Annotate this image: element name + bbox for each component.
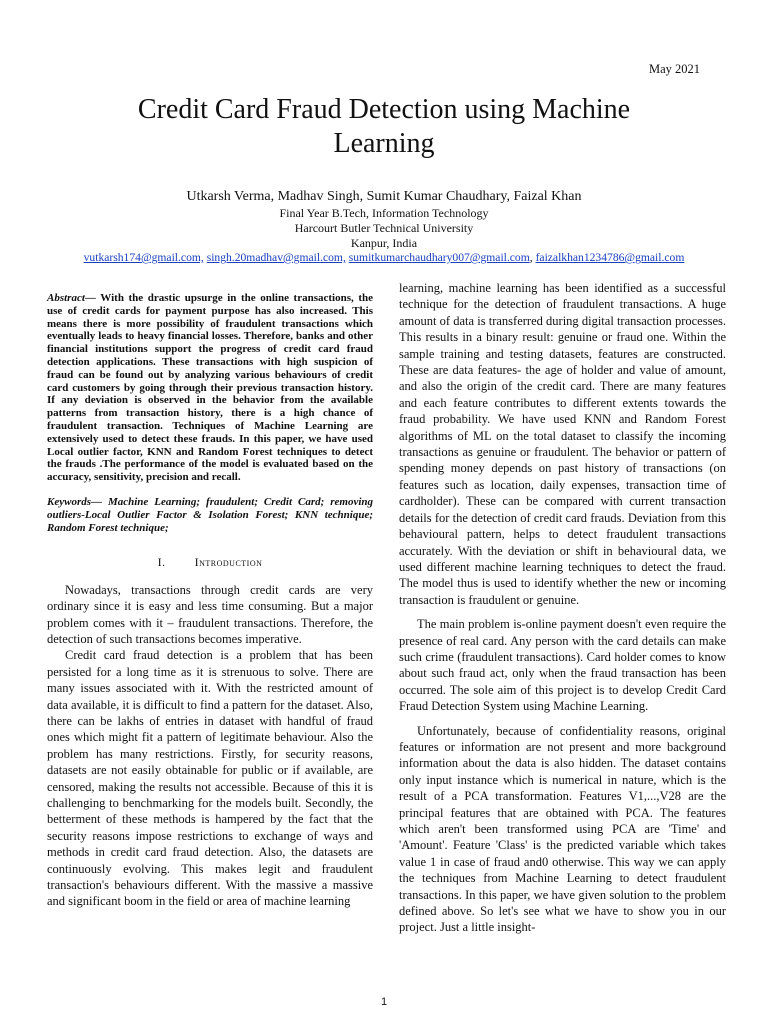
abstract-label: Abstract— — [47, 292, 96, 304]
author-list: Utkarsh Verma, Madhav Singh, Sumit Kumar Chaudhary, Faizal Khan — [186, 189, 582, 204]
email-link-1[interactable]: vutkarsh174@gmail.com, — [83, 251, 204, 264]
paper-title: Credit Card Fraud Detection using Machine Learning — [137, 94, 631, 159]
section-title: Introduction — [194, 555, 263, 570]
abstract-text: With the drastic upsurge in the online transactions, the use of credit cards for payment purpose has also increased. This means there is more possibility of fraudulent transactions which eventually leads to heavy financial losses. Therefore, banks and other financial institutions support the progress of credit card fraud detection applications. These transactions with high suspicion of fraud can be found out by analyzing various behaviours of credit card customers by going through their previous transaction history. If any deviation is observed in the behavior from the available patterns from transaction history, there is a high chance of fraudulent transaction. Techniques of Machine Learning are extensively used to detect these frauds. In this paper, we have used Local outlier factor, KNN and Random Forest techniques to detect the frauds .The performance of the model is evaluated based on the accuracy, sensitivity, precision and recall. — [47, 292, 373, 484]
right-column — [399, 280, 726, 936]
left-column — [47, 292, 373, 910]
section-heading — [47, 554, 373, 570]
body-paragraph-2: The main problem is-online payment doesn't even require the presence of real card. Any person with the card details can make such crime (fraudulent transactions). Card holder comes to know about such fraud act, only when the fraud transaction has been occurred. The sole aim of this project is to develop Credit Card Fraud Detection System using Machine Learning. — [399, 617, 726, 714]
keywords: Keywords— Machine Learning; fraudulent; Credit Card; removing outliers-Local Outlier Factor & Isolation Forest; KNN technique; Random Forest technique; — [47, 495, 373, 534]
email-separator: , — [529, 251, 533, 264]
body-paragraph-3: Unfortunately, because of confidentiality reasons, original features or information are not present and more background information about the data is also hidden. The dataset contains only input instance which is numerical in nature, which is the result of a PCA transformation. Features V1,...,V28 are the principal features that are obtained with PCA. The features which aren't been transformed using PCA are 'Time' and 'Amount'. Feature 'Class' is the predicted variable which takes value 1 in case of fraud and0 otherwise. This way we can apply the techniques from Machine Learning to detect fraudulent transactions. In this paper, we have given solution to the problem defined above. So let's see what we have to show you in our project. Just a little insight- — [399, 723, 726, 935]
email-link-4[interactable]: faizalkhan1234786@gmail.com — [535, 251, 685, 264]
affiliation-location: Kanpur, India — [350, 236, 418, 250]
email-link-2[interactable]: singh.20madhav@gmail.com, — [206, 251, 346, 264]
abstract — [47, 292, 373, 484]
affiliation-program: Final Year B.Tech, Information Technology — [279, 206, 489, 220]
intro-paragraph-1: Nowadays, transactions through credit cards are very ordinary since it is easy and less time consuming. But a major problem comes with it – fraudulent transactions. Therefore, the detection of such transactions becomes imperative. — [47, 582, 373, 646]
page-number: 1 — [380, 996, 388, 1008]
header-date: May 2021 — [648, 62, 700, 76]
author-emails — [30, 250, 738, 265]
intro-paragraph-2: Credit card fraud detection is a problem that has been persisted for a long time as it is strenuous to solve. There are many issues associated with it. With the restricted amount of data available, it is difficult to find a pattern for the dataset. Also, there can be lakhs of entries in dataset with handful of fraud ones which might fit a pattern of legitimate behaviour. Also the problem has many restrictions. Firstly, for security reasons, datasets are not easily obtainable for public or if available, are censored, making the results not accessible. Because of this it is challenging to benchmarking for the models built. Secondly, the betterment of these methods is hampered by the fact that the security reasons impose restrictions to exchange of ways and methods in credit card fraud detection. Also, the datasets are continuously evolving. This makes legit and fraudulent transaction's behaviours different. With the massive a massive and significant boom in the field or area of machine learning — [47, 648, 373, 909]
section-number: I. — [157, 555, 166, 570]
email-link-3[interactable]: sumitkumarchaudhary007@gmail.com — [348, 251, 530, 264]
body-paragraph-1: learning, machine learning has been identified as a successful technique for the detection of fraudulent transactions. A huge amount of data is transferred during digital transaction processes. This results in a binary result: genuine or fraud one. Within the sample training and testing datasets, features are constructed. These are data features- the age of holder and value of amount, and also the origin of the credit card. There are many features and each feature contributes to different extents towards the fraud probability. We have used KNN and Random Forest algorithms of ML on the total dataset to classify the incoming transactions as genuine or fraudulent. The behavior or pattern of spending money depends on past history of transactions (on features such as location, daily expenses, transaction time of cardholder). These can be compared with current transaction details for the detection of credit card frauds. Deviation from this behavioural pattern, helps to detect fraudulent transactions accurately. With the deviation or shift in behavioural data, we used different machine learning techniques to detect the fraud. The model thus is used to identify whether the new or incoming transaction is fraudulent or genuine. — [399, 281, 726, 607]
affiliation-university: Harcourt Butler Technical University — [294, 221, 474, 235]
